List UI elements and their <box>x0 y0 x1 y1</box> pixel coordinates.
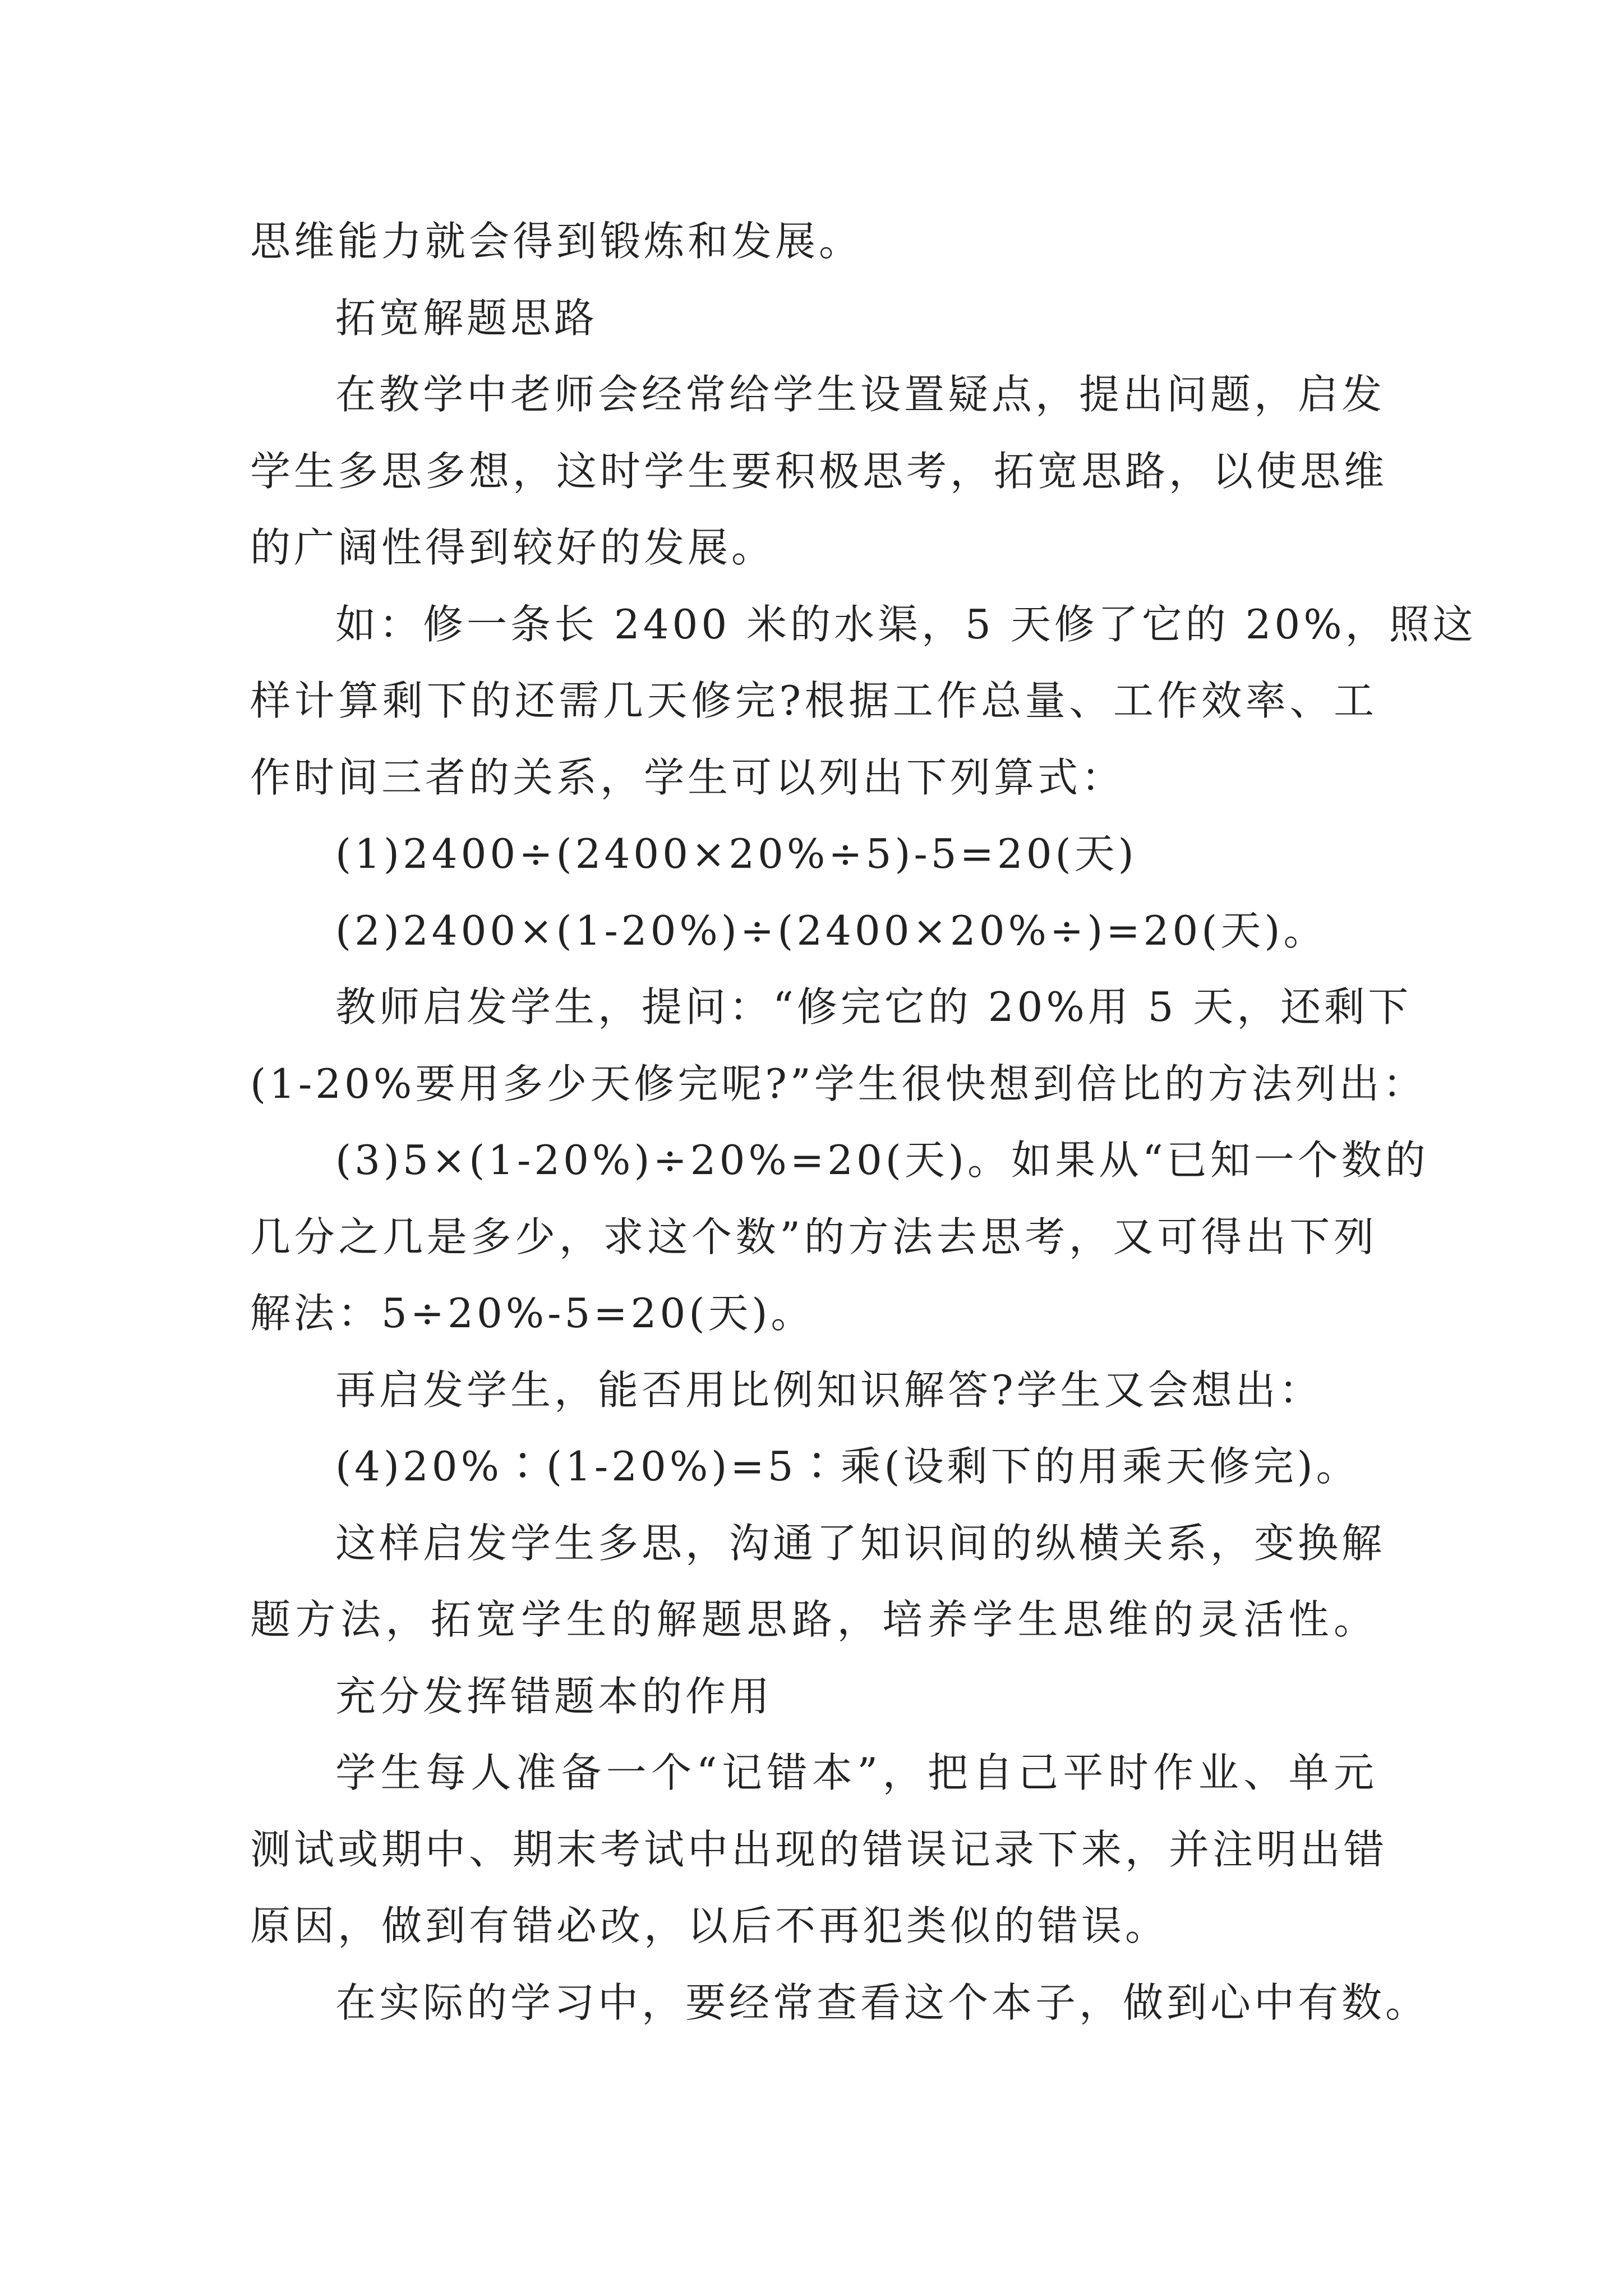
text-line: 样计算剩下的还需几天修完?根据工作总量、工作效率、工 <box>250 677 1377 724</box>
paragraph-line: 如：修一条长 2400 米的水渠，5 天修了它的 20%，照这 <box>335 600 1477 648</box>
text-line: 思维能力就会得到锻炼和发展。 <box>250 218 863 265</box>
paragraph-line: 在教学中老师会经常给学生设置疑点，提出问题，启发 <box>335 371 1386 418</box>
formula-line: (2)2400×(1-20%)÷(2400×20%÷)=20(天)。 <box>335 907 1327 954</box>
text-line: 学生多思多想，这时学生要积极思考，拓宽思路，以使思维 <box>250 447 1388 495</box>
text-line: (1-20%要用多少天修完呢?”学生很快想到倍比的方法列出： <box>250 1060 1427 1107</box>
paragraph-line: 这样启发学生多思，沟通了知识间的纵横关系，变换解 <box>335 1519 1386 1567</box>
text-line: 测试或期中、期末考试中出现的错误记录下来，并注明出错 <box>250 1825 1388 1873</box>
paragraph-line: 再启发学生，能否用比例知识解答?学生又会想出： <box>335 1366 1323 1414</box>
text-line: 的广阔性得到较好的发展。 <box>250 524 776 571</box>
text-line: 原因，做到有错必改，以后不再犯类似的错误。 <box>250 1902 1169 1949</box>
paragraph-line: 教师启发学生，提问：“修完它的 20%用 5 天，还剩下 <box>335 983 1412 1030</box>
formula-line: (4)20%∶(1-20%)=5∶乘(设剩下的用乘天修完)。 <box>335 1443 1360 1490</box>
section-heading: 充分发挥错题本的作用 <box>335 1672 773 1720</box>
text-line: 作时间三者的关系，学生可以列出下列算式： <box>250 753 1126 801</box>
formula-line: (3)5×(1-20%)÷20%=20(天)。如果从“已知一个数的 <box>335 1137 1429 1184</box>
document-body <box>250 203 1477 2041</box>
formula-line: (1)2400÷(2400×20%÷5)-5=20(天) <box>335 830 1137 877</box>
text-line: 几分之几是多少，求这个数”的方法去思考，又可得出下列 <box>250 1213 1377 1260</box>
text-line: 解法：5÷20%-5=20(天)。 <box>250 1290 815 1337</box>
paragraph-line: 在实际的学习中，要经常查看这个本子，做到心中有数。 <box>335 1978 1430 2026</box>
text-line: 题方法，拓宽学生的解题思路，培养学生思维的灵活性。 <box>250 1596 1377 1643</box>
section-heading: 拓宽解题思路 <box>335 294 598 342</box>
paragraph-line: 学生每人准备一个“记错本”，把自己平时作业、单元 <box>335 1749 1377 1796</box>
